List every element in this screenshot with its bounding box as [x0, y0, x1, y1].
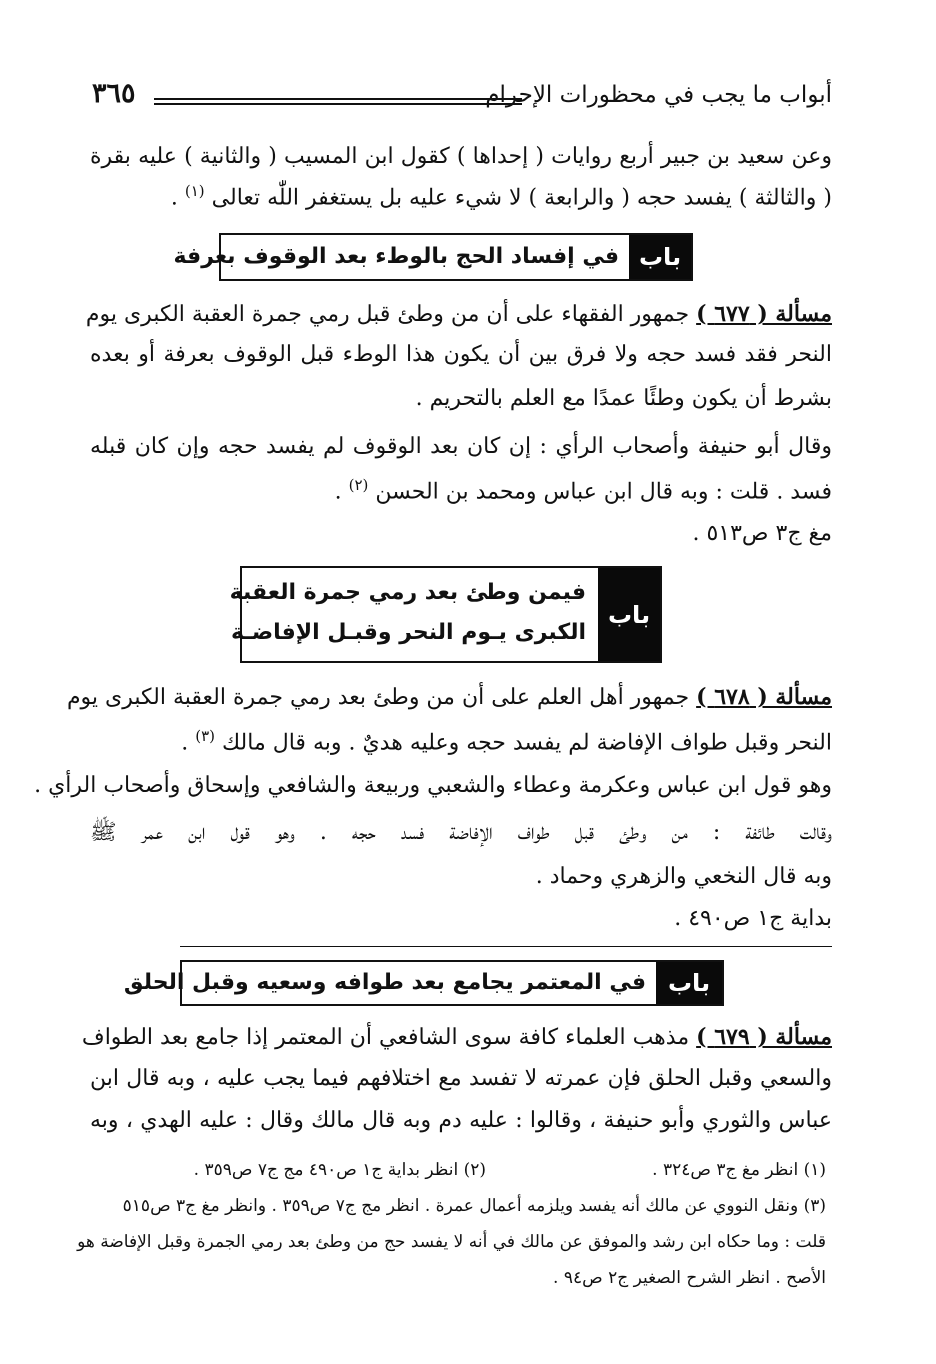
- header-double-rule: [154, 98, 522, 105]
- text-span: جمهور الفقهاء على أن من وطئ قبل رمي جمرة العقبة الكبرى يوم: [85, 302, 690, 327]
- paragraph-line: وقال أبو حنيفة وأصحاب الرأي : إن كان بعد الوقوف لم يفسد حجه وإن كان قبله: [90, 434, 832, 459]
- footnote-ref: (١): [184, 182, 205, 200]
- paragraph-line: وعن سعيد بن جبير أربع روايات ( إحداها ) كقول ابن المسيب ( والثانية ) عليه بقرة: [90, 144, 832, 169]
- text-span: مذهب العلماء كافة سوى الشافعي أن المعتمر إذا جامع بعد الطواف: [81, 1025, 690, 1050]
- text-span: .: [181, 730, 189, 756]
- footnote: الأصح . انظر الشرح الصغير ج٢ ص٩٤ .: [553, 1268, 826, 1288]
- chapter-title-line: الكبرى يـوم النحر وقبـل الإفاضـة: [230, 620, 586, 645]
- paragraph-line: [81, 1024, 832, 1050]
- text-span: النحر وقبل طواف الإفاضة لم يفسد حجه وعليه هديٌ . وبه قال مالك: [222, 730, 832, 756]
- chapter-tag: باب: [629, 235, 691, 279]
- text-span: ( والثالثة ) يفسد حجه ( والرابعة ) لا شيء عليه بل يستغفر اللّٰه تعالى: [211, 185, 832, 211]
- footnote: (٣) ونقل النووي عن مالك أنه يفسد ويلزمه أعمال عمرة . انظر مج ج٧ ص٣٥٩ . وانظر مغ ج٣ ص٥١٥: [122, 1196, 826, 1216]
- text-span: .: [170, 185, 178, 211]
- footnote: قلت : وما حكاه ابن رشد والموفق عن مالك في أنه لا يفسد حج من وطئ بعد رمي الجمرة وقبل الإفاضة هو: [77, 1232, 826, 1252]
- paragraph-line: بشرط أن يكون وطئًا عمدًا مع العلم بالتحريم .: [415, 386, 832, 411]
- paragraph-line: [90, 478, 832, 503]
- footnote-ref: (٢): [348, 476, 369, 494]
- footnote-ref: (٣): [195, 727, 216, 745]
- page-number: ٣٦٥: [92, 78, 136, 109]
- footnote: (١) انظر مغ ج٣ ص٣٢٤ .: [652, 1160, 826, 1180]
- paragraph-line: والسعي وقبل الحلق فإن عمرته لا تفسد مع اختلافهم فيما يجب عليه ، وبه قال ابن: [90, 1066, 832, 1091]
- issue-label: مسألة ( ٦٧٨ ): [696, 684, 832, 710]
- chapter-tag: باب: [656, 962, 722, 1004]
- paragraph-line: [85, 301, 832, 327]
- header-title: أبواب ما يجب في محظورات الإحرام: [485, 82, 832, 108]
- chapter-heading-box: [173, 233, 693, 281]
- chapter-title: في إفساد الحج بالوطء بعد الوقوف بعرفة: [173, 244, 619, 269]
- text-span: .: [334, 479, 342, 505]
- chapter-title: في المعتمر يجامع بعد طوافه وسعيه وقبل الحلق: [123, 970, 646, 995]
- chapter-heading-box: [123, 960, 724, 1006]
- running-header: [92, 78, 832, 122]
- paragraph-line: [90, 729, 832, 754]
- text-span: جمهور أهل العلم على أن من وطئ بعد رمي جمرة العقبة الكبرى يوم: [66, 685, 690, 710]
- chapter-tag: باب: [598, 568, 660, 661]
- paragraph-line: [66, 684, 832, 710]
- paragraph-line: وقالت طائفة : من وطئ قبل طواف الإفاضة فسد حجه . وهو قول ابن عمر ﷺ: [90, 820, 832, 845]
- issue-label: مسألة ( ٦٧٧ ): [696, 301, 832, 327]
- issue-label: مسألة ( ٦٧٩ ): [696, 1024, 832, 1050]
- source-reference: بداية ج١ ص٤٩٠ .: [674, 906, 832, 931]
- footnote: (٢) انظر بداية ج١ ص٤٩٠ مج ج٧ ص٣٥٩ .: [193, 1160, 486, 1180]
- paragraph-line: النحر فقد فسد حجه ولا فرق بين أن يكون هذا الوطء قبل الوقوف بعرفة أو بعده: [90, 342, 832, 367]
- paragraph-line: وهو قول ابن عباس وعكرمة وعطاء والشعبي وربيعة والشافعي وإسحاق وأصحاب الرأي .: [34, 773, 832, 798]
- divider: [180, 946, 832, 947]
- chapter-heading-box: [229, 566, 662, 663]
- chapter-title-line: فيمن وطئ بعد رمي جمرة العقبة: [229, 580, 586, 605]
- paragraph-line: وبه قال النخعي والزهري وحماد .: [535, 864, 832, 889]
- paragraph-line: [90, 184, 832, 209]
- source-reference: مغ ج٣ ص٥١٣ .: [692, 521, 832, 546]
- paragraph-line: عباس والثوري وأبو حنيفة ، وقالوا : عليه دم وبه قال مالك وقال : عليه الهدي ، وبه: [90, 1108, 832, 1133]
- text-span: فسد . قلت : وبه قال ابن عباس ومحمد بن الحسن: [375, 479, 832, 505]
